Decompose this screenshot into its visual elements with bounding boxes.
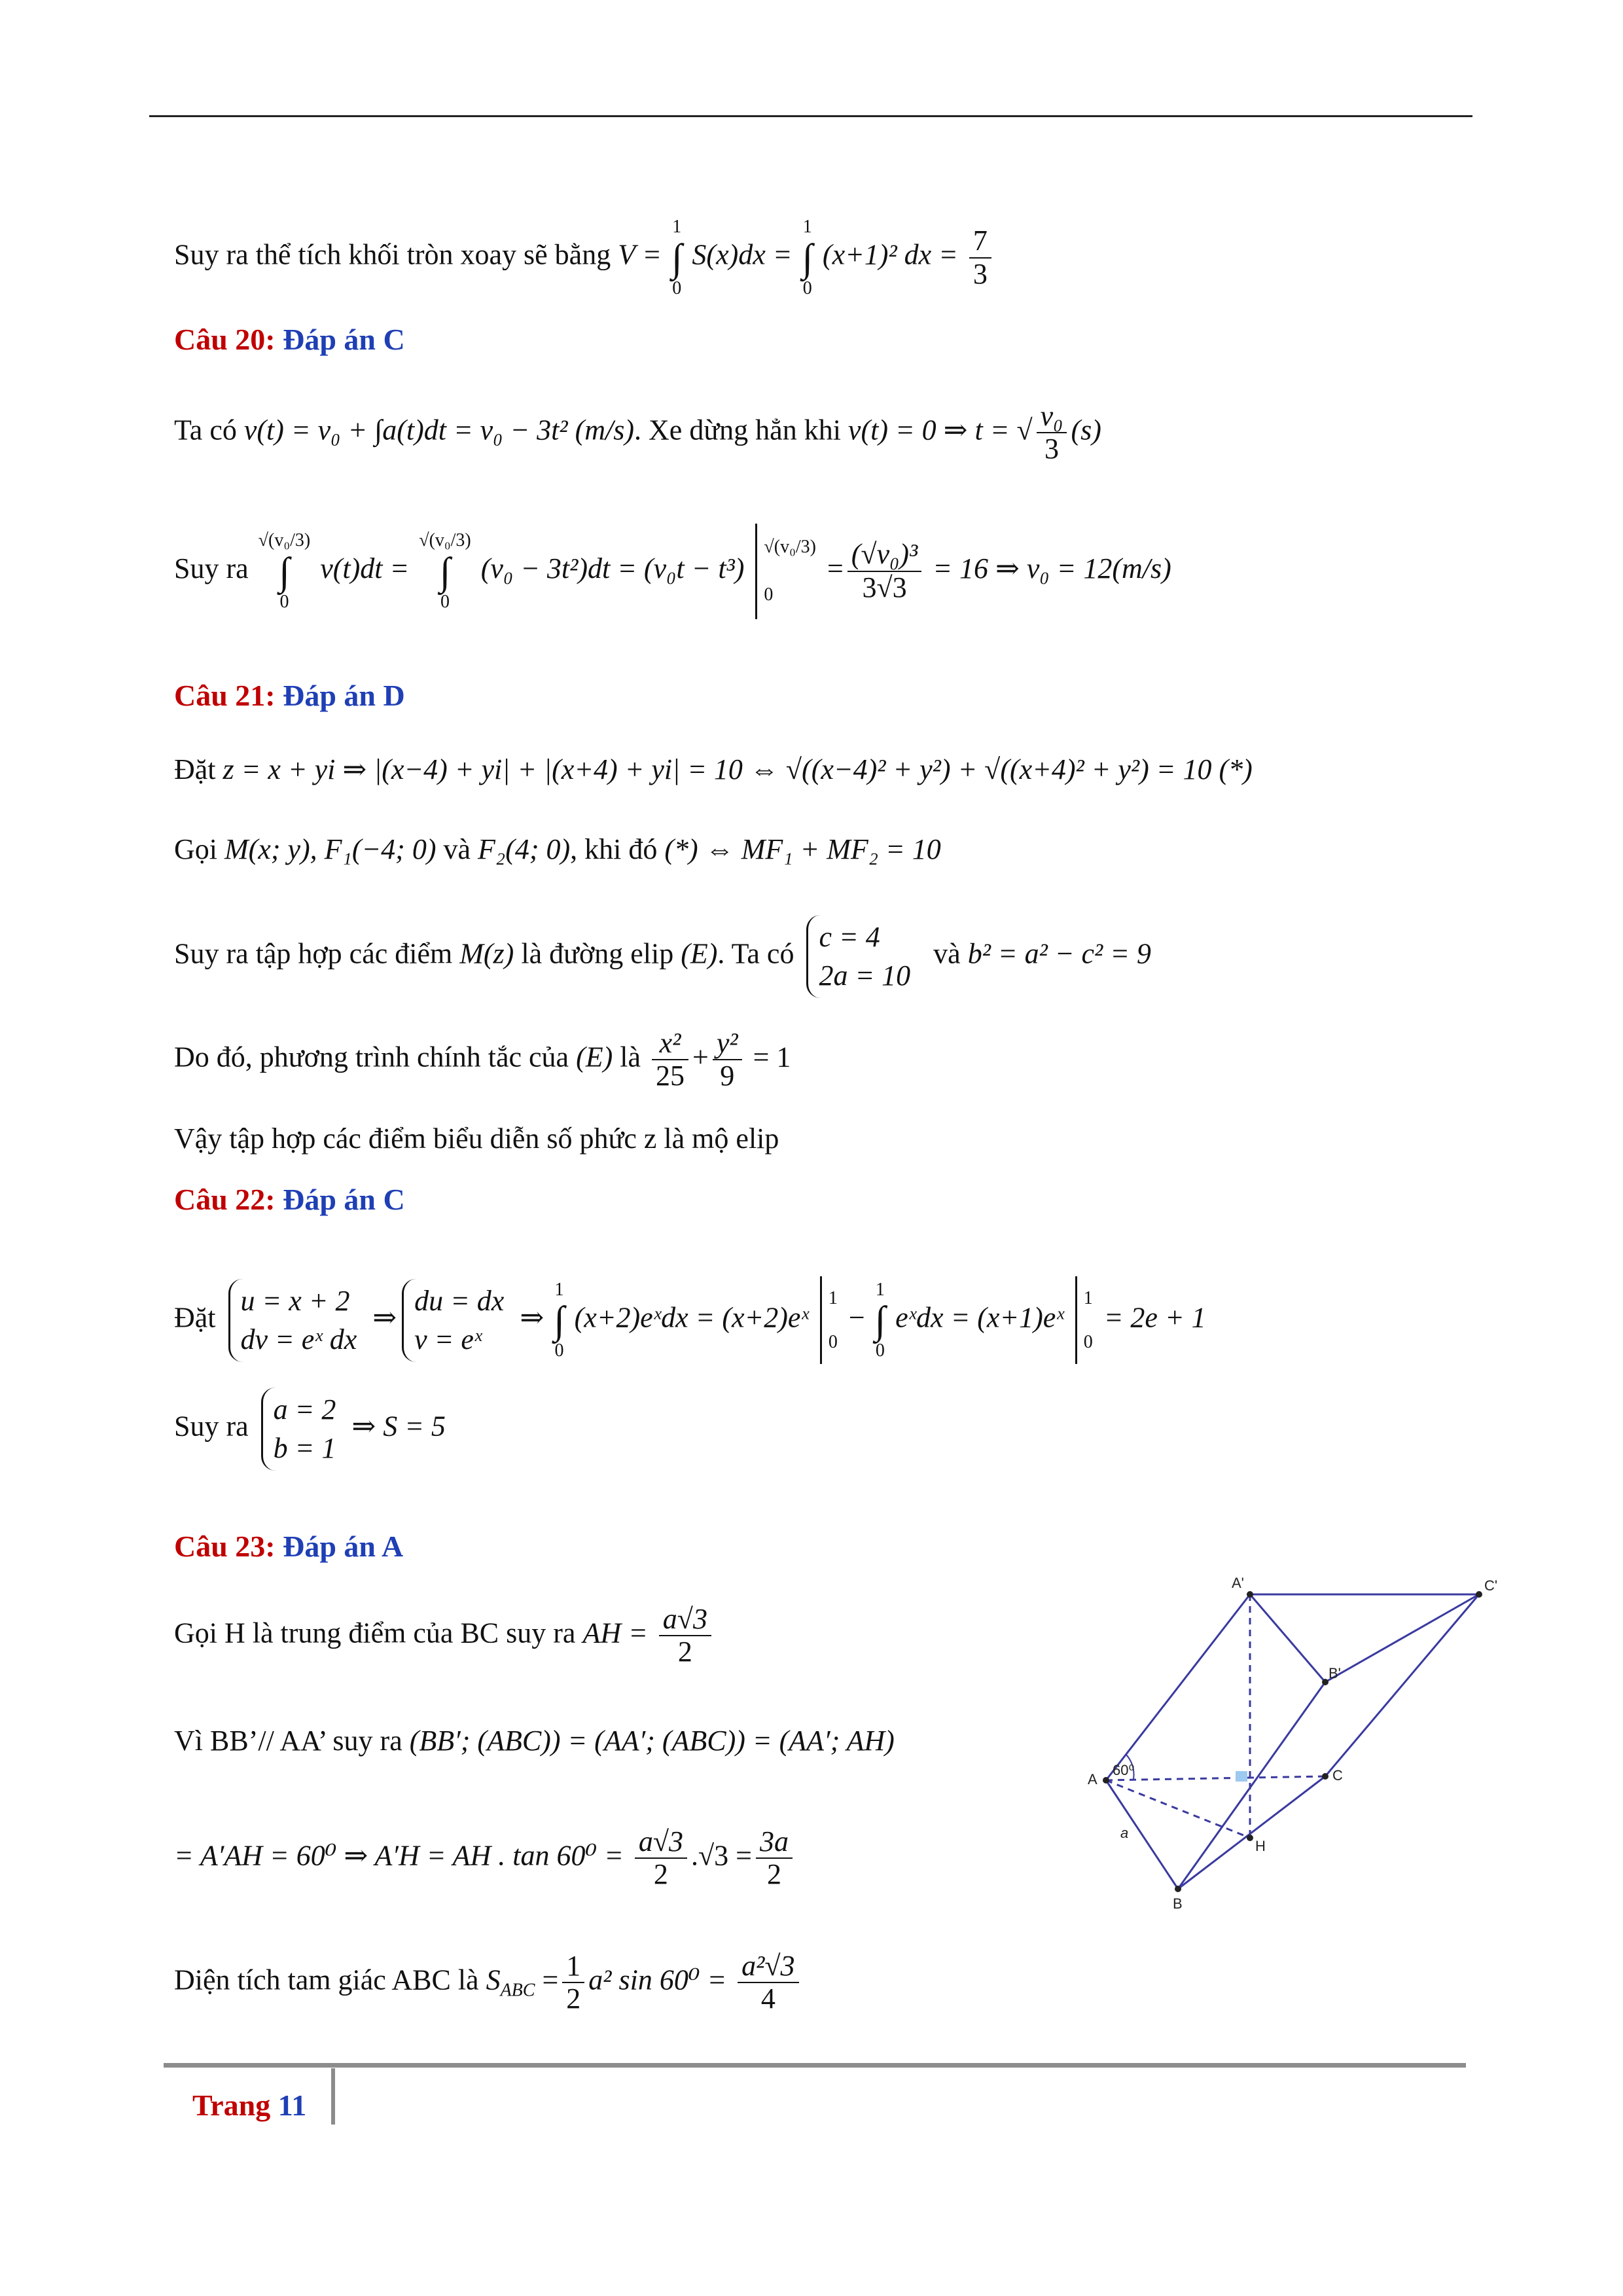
volume-fraction: $\frac{7}{3}$ — [969, 225, 991, 290]
edge-BC — [1178, 1776, 1325, 1889]
page-footer — [192, 2088, 306, 2123]
edge-AC-hidden — [1106, 1776, 1325, 1780]
label-A: A — [1088, 1771, 1097, 1787]
q21-line5: Vậy tập hợp các điểm biểu diễn số phức z là mộ elip — [174, 1122, 779, 1155]
q21-heading: Câu 21: Đáp án D — [174, 679, 405, 712]
edge-AA1 — [1106, 1594, 1250, 1780]
q23-line2: Vì BB’// AA’ suy ra (BB′; (ABC)) = (AA′; (ABC)) = (AA′; AH) — [174, 1725, 895, 1757]
integral-1: 1 ∫ 0 — [671, 217, 683, 298]
q20-heading: Câu 20: Đáp án C — [174, 323, 405, 356]
q22-heading: Câu 22: Đáp án C — [174, 1183, 405, 1216]
q21-line2: Gọi M(x; y), F₁(−4; 0) và F₂(4; 0), khi đó (*) ⇔ MF₁ + MF₂ = 10 — [174, 833, 941, 865]
label-A1: A' — [1232, 1575, 1244, 1591]
label-angle: 60⁰ — [1113, 1762, 1135, 1778]
volume-line: Suy ra thể tích khối tròn xoay sẽ bằng V = 1 ∫ 0 S(x)dx = 1 ∫ 0 (x+1)² dx = $\frac{7}{3}$ — [174, 216, 995, 299]
page-number: 11 — [277, 2089, 307, 2122]
q20-line1: Ta có v(t) = v₀ + ∫a(t)dt = v₀ − 3t² (m/s). Xe dừng hẳn khi v(t) = 0 ⇒ t = √ $\frac{\text{v₀}}{3}$ (s) — [174, 400, 1101, 465]
footer-label: Trang — [192, 2089, 271, 2122]
edge-CC1 — [1325, 1594, 1479, 1776]
q22-line1: Đặt u = x + 2 dv = eˣ dx⇒du = dx v = eˣ⇒ 1 ∫ 0 (x+2)eˣdx = (x+2)eˣ 1 0 − 1 ∫ 0 eˣdx = (x+1)eˣ 1 0 = 2e + 1 — [174, 1276, 1206, 1364]
label-C1: C' — [1484, 1577, 1498, 1594]
volume-text: Suy ra thể tích khối tròn xoay sẽ bằng — [174, 238, 611, 271]
right-angle-mark — [1236, 1771, 1247, 1782]
edge-B1C1 — [1325, 1594, 1479, 1682]
vertices — [1103, 1591, 1482, 1892]
label-C: C — [1332, 1767, 1343, 1784]
label-B: B — [1173, 1895, 1183, 1912]
q23-heading: Câu 23: Đáp án A — [174, 1530, 404, 1563]
label-H: H — [1255, 1838, 1266, 1854]
q22-line2: Suy ra a = 2 b = 1⇒ S = 5 — [174, 1388, 446, 1471]
q21-line4: Do đó, phương trình chính tắc của (E) là $\frac{\text{x²}}{25}$ + $\frac{\text{y²}}{9}$ = 1 — [174, 1027, 791, 1092]
q23-line1: Gọi H là trung điểm của BC suy ra AH = $\frac{a√3}{2}$ — [174, 1604, 715, 1668]
label-B1: B' — [1329, 1665, 1341, 1681]
prism-figure — [1060, 1558, 1518, 1924]
q21-line3: Suy ra tập hợp các điểm M(z) là đường elip (E). Ta có c = 4 2a = 10 và b² = a² − c² = 9 — [174, 915, 1151, 998]
q23-line4: Diện tích tam giác ABC là $S_{ABC}$ = $\frac{1}{2}$ a² sin 60⁰ = $\frac{\text{a²√3}}{4}$ — [174, 1950, 803, 2015]
edge-AB — [1106, 1780, 1178, 1889]
footer-rule — [164, 2063, 1466, 2068]
q23-line3: = A′AH = 60⁰ ⇒ A′H = AH . tan 60⁰ = $\frac{a√3}{2}$ .√3 = $\frac{3a}{2}$ — [174, 1826, 796, 1891]
q21-line1: Đặt z = x + yi ⇒ |(x−4) + yi| + |(x+4) + yi| = 10 ⇔ √((x−4)² + y²) + √((x+4)² + y²) = 10 (*) — [174, 753, 1253, 785]
edge-A1B1 — [1250, 1594, 1325, 1682]
header-rule — [149, 115, 1472, 117]
edge-BB1 — [1178, 1682, 1325, 1889]
footer-divider — [331, 2068, 335, 2125]
label-side: a — [1120, 1825, 1129, 1841]
q20-line2: Suy ra √(v₀/3) ∫ 0 v(t)dt = √(v₀/3) ∫ 0 (v₀ − 3t²)dt = (v₀t − t³) √(v₀/3) 0 = $\frac{\text{(√v₀)³}}{3√3}$ = 16 ⇒ v₀ = 12(m/s) — [174, 524, 1171, 619]
integral-2: 1 ∫ 0 — [802, 217, 813, 298]
